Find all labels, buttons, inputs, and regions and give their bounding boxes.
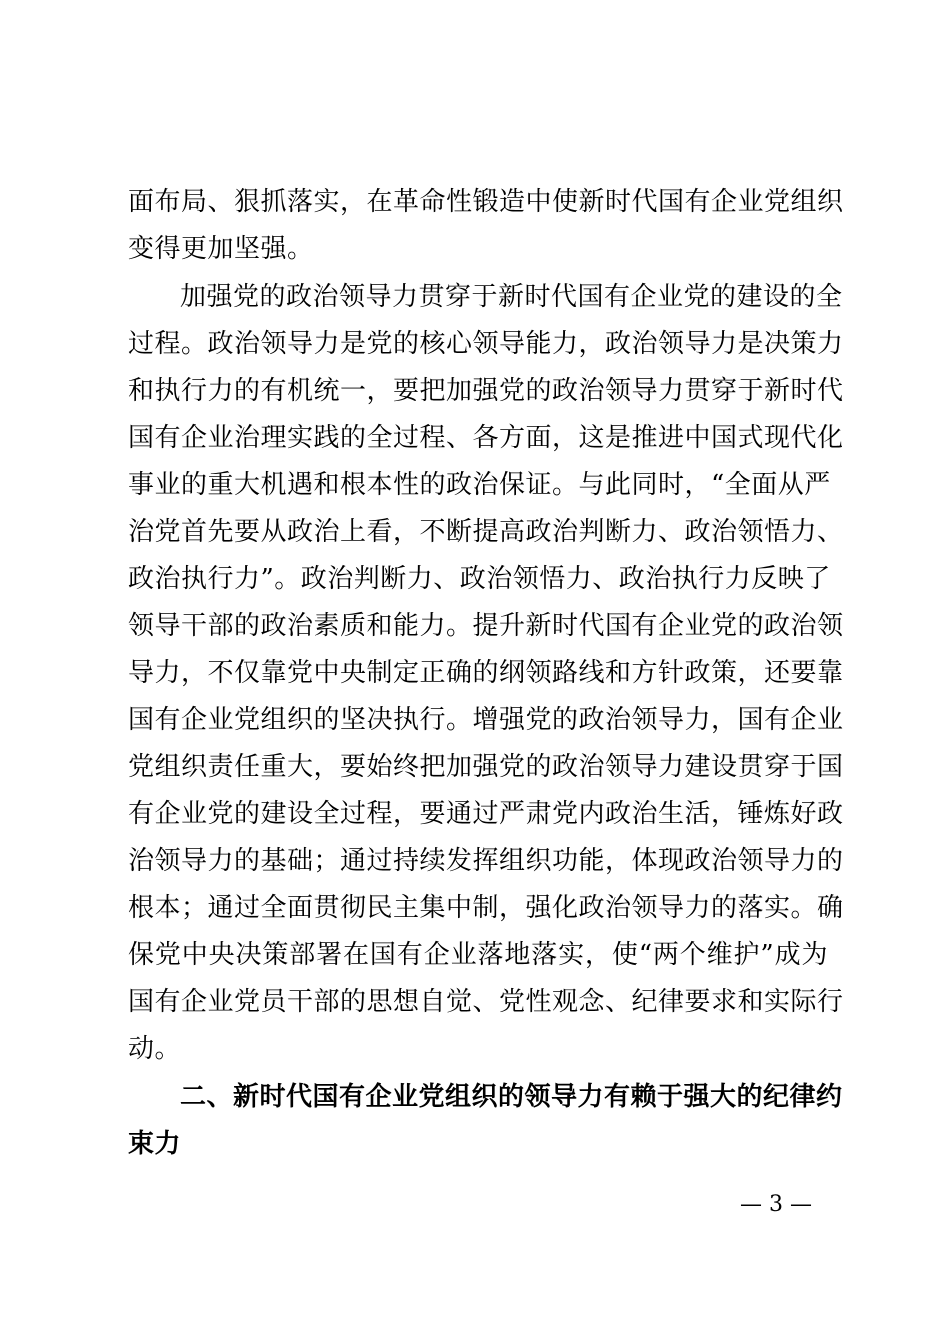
- section-heading-line: 二、新时代国有企业党组织的领导力有赖于强大的纪律约: [180, 1082, 843, 1112]
- paragraph-line: 和执行力的有机统一，要把加强党的政治领导力贯穿于新时代: [128, 376, 844, 406]
- paragraph-line: 保党中央决策部署在国有企业落地落实，使“两个维护”成为: [128, 940, 828, 970]
- paragraph-line: 面布局、狠抓落实，在革命性锻造中使新时代国有企业党组织: [128, 187, 844, 217]
- paragraph-line: 动。: [128, 1034, 182, 1064]
- page-number: — 3 —: [740, 1192, 812, 1217]
- paragraph-line: 国有企业党组织的坚决执行。增强党的政治领导力，国有企业: [128, 705, 844, 735]
- paragraph-line: 根本；通过全面贯彻民主集中制，强化政治领导力的落实。确: [128, 893, 844, 923]
- paragraph-line: 事业的重大机遇和根本性的政治保证。与此同时，“全面从严: [128, 470, 831, 500]
- paragraph-line: 有企业党的建设全过程，要通过严肃党内政治生活，锤炼好政: [128, 799, 844, 829]
- paragraph-line: 加强党的政治领导力贯穿于新时代国有企业党的建设的全: [180, 282, 843, 312]
- paragraph-line: 国有企业党员干部的思想自觉、党性观念、纪律要求和实际行: [128, 987, 844, 1017]
- paragraph-line: 治领导力的基础；通过持续发挥组织功能，体现政治领导力的: [128, 846, 844, 876]
- section-heading-line: 束力: [128, 1129, 182, 1159]
- paragraph-line: 政治执行力”。政治判断力、政治领悟力、政治执行力反映了: [128, 564, 831, 594]
- paragraph-line: 党组织责任重大，要始终把加强党的政治领导力建设贯穿于国: [128, 752, 844, 782]
- paragraph-line: 导力，不仅靠党中央制定正确的纲领路线和方针政策，还要靠: [128, 658, 844, 688]
- paragraph-line: 变得更加坚强。: [128, 234, 314, 264]
- paragraph-line: 领导干部的政治素质和能力。提升新时代国有企业党的政治领: [128, 611, 844, 641]
- paragraph-line: 治党首先要从政治上看，不断提高政治判断力、政治领悟力、: [128, 517, 844, 547]
- paragraph-line: 国有企业治理实践的全过程、各方面，这是推进中国式现代化: [128, 423, 844, 453]
- paragraph-line: 过程。政治领导力是党的核心领导能力，政治领导力是决策力: [128, 329, 844, 359]
